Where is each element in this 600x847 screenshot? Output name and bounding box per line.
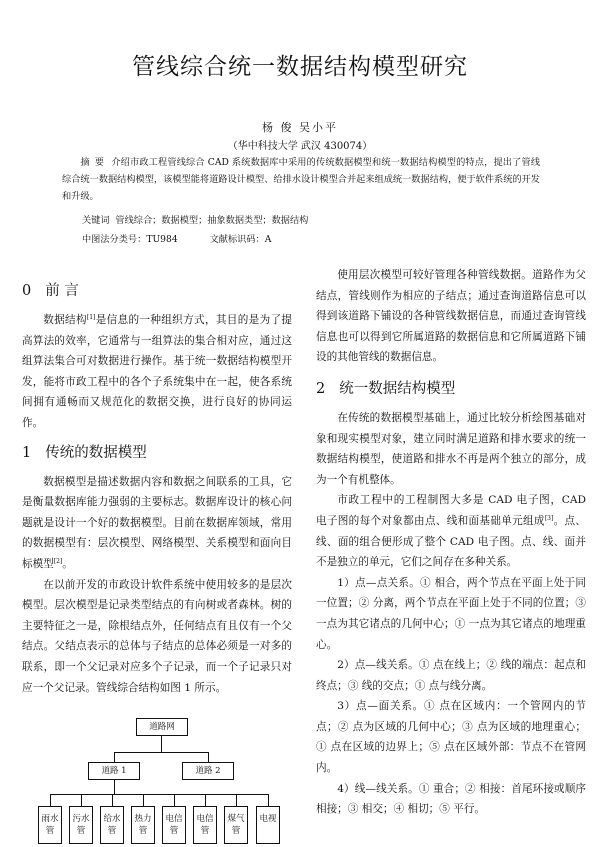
node-pipe: 电视	[256, 806, 280, 844]
paper-affiliation: （华中科技大学 武汉 430074）	[227, 141, 373, 152]
classification-line	[82, 231, 271, 245]
doc-code-label: 文献标识码：	[209, 234, 265, 245]
keywords-line	[82, 212, 308, 226]
right-column	[316, 265, 586, 820]
node-pipe: 雨水管	[38, 806, 62, 844]
relation-item: 3）点—面关系。① 点在区域内：一个管网内的节点；② 点为区域的几何中心；③ 点为区域的地理重心；① 点在区域的边界上；⑤ 点在区域外部：节点不在管网内。	[316, 700, 586, 775]
paragraph: 数据结构[1]是信息的一种组织方式，其目的是为了提高算法的效率，它通常与一组算法的集合相对应，通过这组算法集合可对数据进行操作。基于统一数据结构模型开发，能将市政工程中的各个子系统集中在一起，使各系统间拥有通畅而又规范化的数据交换，进行良好的协同运作。	[22, 314, 293, 429]
node-road-1: 道路 1	[88, 762, 140, 780]
node-root: 道路网	[136, 718, 188, 736]
node-pipe: 污水管	[69, 806, 93, 844]
paragraph: 在以前开发的市政设计软件系统中使用较多的是层次模型。层次模型是记录类型结点的有向树或者森林。树的主要特征之一是，除根结点外，任何结点有且仅有一个父结点。父结点表示的总体与子结点的总体必须是一对多的联系，即一个父记录对应多个子记录，而一个子记录只对应一个父记录。管线综合结构如图 1 所示。	[22, 578, 292, 694]
figure-1-hierarchy	[30, 712, 310, 847]
relation-item: 2）点—线关系。① 点在线上；② 线的端点：起点和终点；③ 线的交点；① 点与线分离。	[316, 659, 586, 692]
node-pipe: 煤气管	[224, 806, 248, 844]
clc-code: TU984	[146, 234, 178, 245]
relation-item: 1）点—点关系。① 相合，两个节点在平面上处于同一位置；② 分离，两个节点在平面上处于不同的位置；③ 一点为其它诸点的几何中心；① 一点为其它诸点的地理重心。	[316, 576, 586, 651]
keywords: 管线综合；数据模型；抽象数据类型；数据结构	[115, 215, 309, 226]
node-pipe: 电信管	[162, 806, 186, 844]
paragraph: 数据模型是描述数据内容和数据之间联系的工具，它是衡量数据库能力强弱的主要标志。数据库设计的核心问题就是设计一个好的数据模型。目前在数据库领域，常用的数据模型有：层次模型、网络模型、关系模型和面向目标模型[2]。	[22, 475, 292, 570]
section-heading-1: 1 传统的数据模型	[22, 444, 147, 461]
node-pipe: 热力管	[131, 806, 155, 844]
paragraph: 市政工程中的工程制图大多是 CAD 电子图，CAD 电子图的每个对象都由点、线和面基础单元组成[3]。点、线、面的组合便形成了整个 CAD 电子图。点、线、面并不是独立的单元，它们之间存在多种关系。	[316, 494, 586, 569]
abstract	[62, 154, 540, 205]
paragraph: 在传统的数据模型基础上，通过比较分析绘图基础对象和现实模型对象，建立同时满足道路和排水要求的统一数据结构模型，使道路和排水不再是两个独立的部分，成为一个有机整体。	[316, 411, 586, 486]
keywords-label: 关键词	[82, 215, 110, 226]
node-pipe: 电信管	[193, 806, 217, 844]
relation-item: 4）线—线关系。① 重合；② 相接：首尾环接或顺序相接；③ 相交；④ 相切；⑤ 平行。	[316, 782, 586, 816]
section-heading-2: 2 统一数据结构模型	[316, 380, 456, 397]
clc-label: 中图法分类号：	[82, 234, 147, 245]
node-pipe: 给水管	[100, 806, 124, 844]
left-column	[22, 272, 292, 698]
paragraph: 使用层次模型可较好管理各种管线数据。道路作为父结点，管线则作为相应的子结点；通过查询道路信息可以得到该道路下铺设的各种管线数据信息，而通过查询管线信息也可以得到它所属道路的数据信息和它所属道路下铺设的其他管线的数据信息。	[316, 269, 586, 364]
abstract-label: 摘 要	[80, 157, 106, 168]
section-heading-0: 0 前 言	[22, 283, 79, 299]
doc-code: A	[264, 234, 272, 245]
paper-authors: 杨 俊 吴小平	[262, 121, 338, 134]
paper-title: 管线综合统一数据结构模型研究	[132, 54, 468, 80]
node-road-2: 道路 2	[182, 762, 234, 780]
abstract-text: 介绍市政工程管线综合 CAD 系统数据库中采用的传统数据模型和统一数据结构模型的特点，提出了管线综合统一数据结构模型，该模型能将道路设计模型、给排水设计模型合并起来组成统一数据结构，便于软件系统的开发和升级。	[62, 157, 541, 202]
